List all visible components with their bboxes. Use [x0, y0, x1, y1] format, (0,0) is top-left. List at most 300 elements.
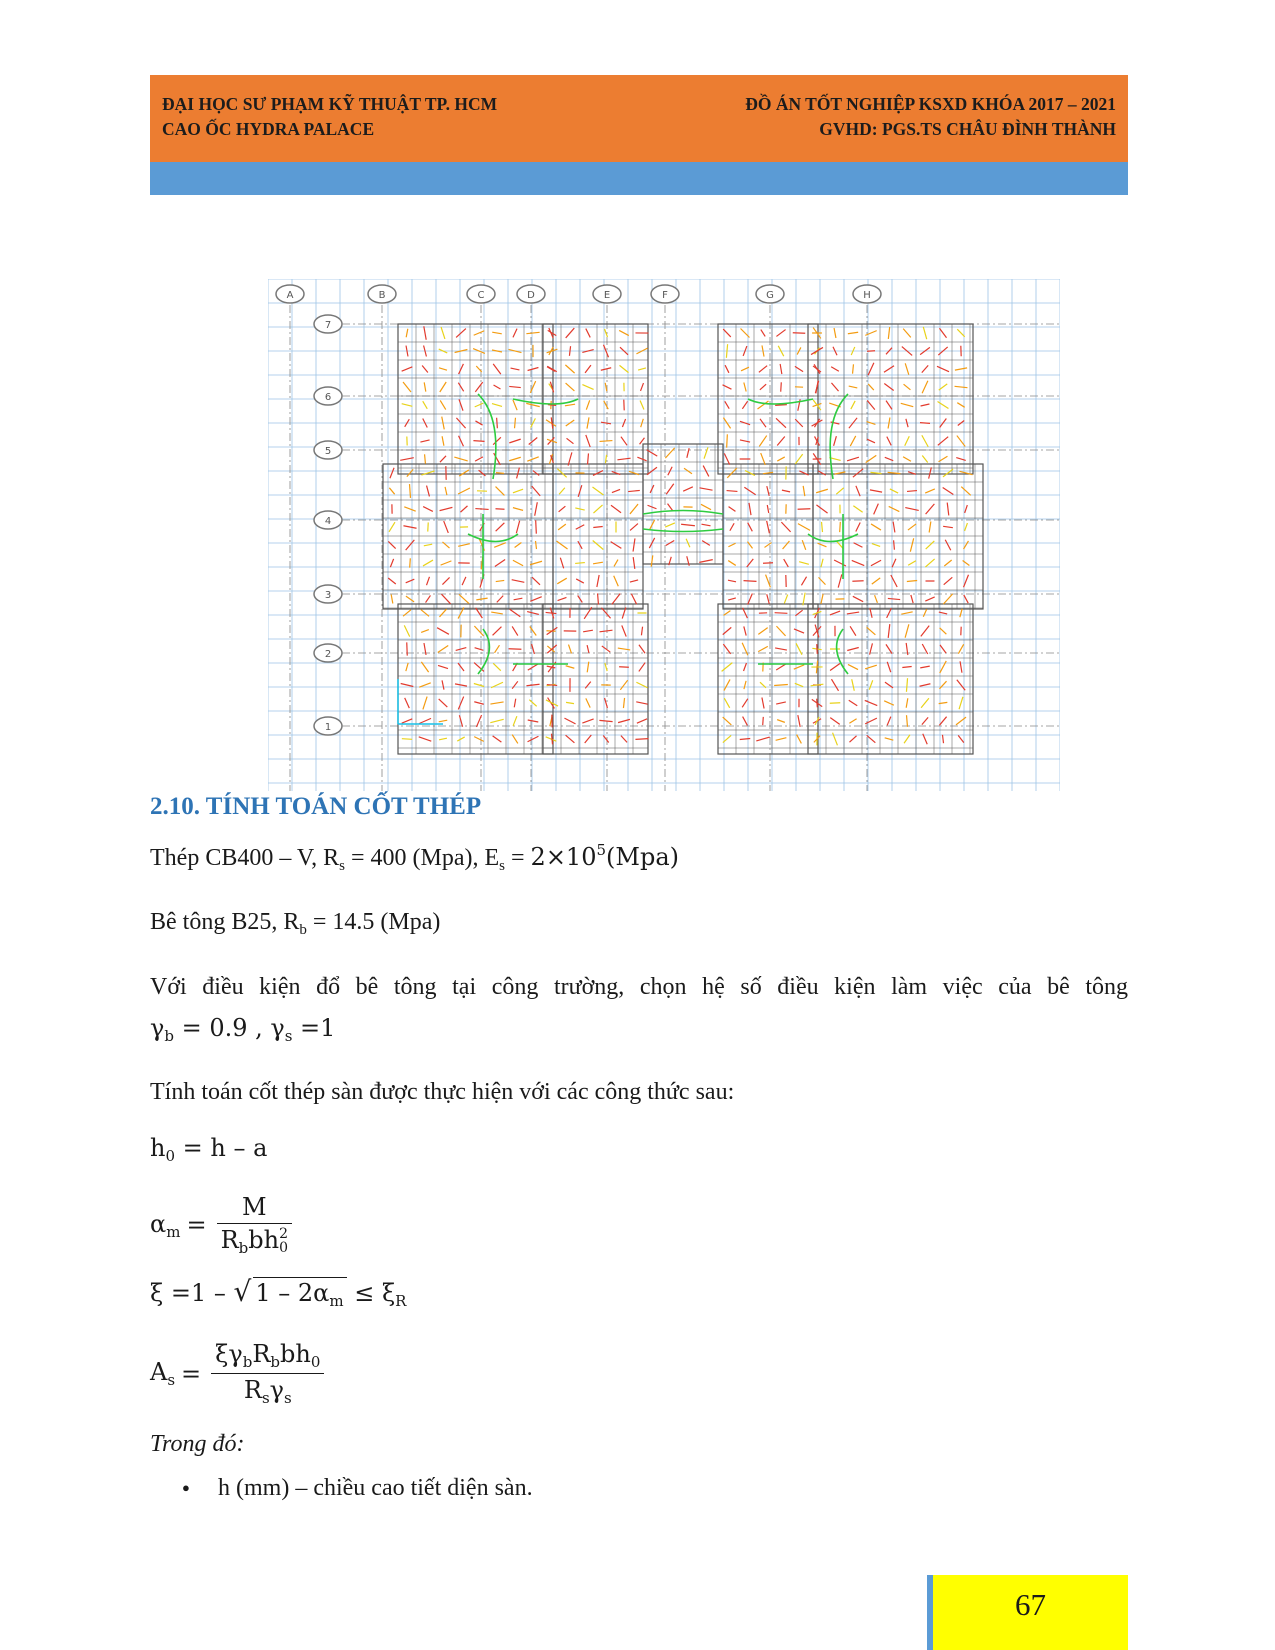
moment-mark: [886, 401, 892, 410]
moment-mark: [782, 490, 790, 492]
page-number-box: [927, 1575, 1128, 1650]
moment-mark: [410, 558, 411, 567]
moment-mark: [439, 699, 448, 707]
moment-mark: [725, 365, 729, 373]
slab-panel: [553, 464, 643, 609]
moment-mark: [630, 580, 638, 582]
moment-mark: [964, 595, 968, 603]
moment-mark: [758, 628, 767, 635]
moment-mark: [444, 521, 449, 533]
moment-mark: [420, 440, 429, 442]
moment-mark: [509, 457, 521, 460]
page-header: [150, 75, 1128, 195]
moment-mark: [729, 507, 736, 512]
moment-mark: [593, 487, 604, 495]
where-label: Trong đó:: [150, 1431, 245, 1457]
moment-mark: [439, 738, 447, 740]
header-right: [745, 92, 1116, 142]
moment-mark: [798, 524, 810, 531]
moment-mark: [514, 699, 515, 708]
moment-mark: [775, 648, 787, 650]
moment-mark: [424, 382, 426, 391]
concrete-line: Bê tông B25, $R_b = 14.5$ (Mpa): [150, 909, 441, 938]
moment-mark: [491, 612, 503, 614]
moment-mark: [440, 507, 453, 510]
moment-mark: [687, 448, 689, 458]
moment-mark: [865, 700, 877, 705]
moment-mark: [784, 595, 787, 604]
moment-mark: [509, 439, 520, 443]
contour-line: [643, 529, 723, 532]
moment-mark: [441, 327, 445, 339]
moment-mark: [512, 626, 518, 635]
moment-mark: [723, 644, 730, 654]
moment-mark: [510, 609, 521, 616]
moment-mark: [401, 683, 414, 686]
contour-line: [468, 534, 518, 542]
moment-mark: [600, 441, 613, 442]
moment-mark: [474, 702, 483, 705]
moment-mark: [528, 664, 538, 670]
moment-mark: [583, 630, 593, 632]
moment-mark: [405, 698, 410, 708]
moment-mark: [475, 382, 482, 392]
moment-mark: [869, 680, 872, 689]
moment-mark: [565, 365, 574, 373]
moment-mark: [856, 522, 860, 531]
moment-mark: [511, 368, 520, 370]
moment-mark: [742, 699, 748, 708]
moment-mark: [455, 684, 467, 686]
moment-mark: [620, 680, 627, 690]
moment-mark: [759, 366, 767, 373]
moment-mark: [851, 401, 855, 409]
moment-mark: [910, 538, 913, 551]
moment-mark: [419, 737, 432, 741]
university-name: ĐẠI HỌC SƯ PHẠM KỸ THUẬT TP. HCM: [162, 94, 498, 114]
section-title: 2.10. TÍNH TOÁN CỐT THÉP: [150, 793, 482, 820]
formula-alpha-m: $\alpha_m$ = M $R_bbh$ 2 0: [150, 1193, 1128, 1257]
axis-label: 7: [324, 320, 332, 331]
moment-mark: [402, 404, 413, 407]
advisor-name: GVHD: PGS.TS CHÂU ĐÌNH THÀNH: [819, 119, 1116, 139]
moment-mark: [908, 561, 916, 566]
moment-mark: [585, 735, 592, 743]
moment-mark: [849, 736, 856, 742]
moment-mark: [493, 364, 501, 374]
moment-mark: [888, 598, 900, 599]
moment-mark: [475, 509, 488, 510]
moment-mark: [888, 624, 890, 638]
moment-mark: [761, 453, 766, 465]
moment-mark: [853, 506, 862, 512]
moment-mark: [457, 737, 464, 741]
moment-mark: [419, 683, 430, 687]
moment-mark: [640, 401, 644, 410]
slab-panel: [718, 604, 818, 754]
moment-mark: [937, 366, 949, 371]
moment-mark: [905, 363, 909, 374]
moment-mark: [407, 642, 408, 655]
moment-mark: [527, 612, 539, 615]
moment-mark: [586, 400, 589, 409]
moment-mark: [944, 560, 951, 566]
moment-mark: [921, 404, 930, 406]
moment-mark: [493, 736, 502, 742]
moment-mark: [558, 597, 567, 600]
moment-mark: [456, 329, 466, 338]
axis-label: 3: [324, 590, 332, 601]
moment-mark: [536, 541, 537, 549]
moment-mark: [474, 737, 484, 742]
slab-panel: [808, 604, 973, 754]
moment-mark: [867, 351, 875, 352]
axis-label: A: [286, 290, 294, 301]
moment-mark: [476, 598, 487, 600]
moment-mark: [528, 720, 539, 722]
moment-mark: [529, 700, 536, 707]
moment-mark: [388, 541, 395, 548]
moment-mark: [566, 666, 575, 668]
moment-mark: [730, 523, 734, 531]
moment-mark: [547, 366, 557, 371]
moment-mark: [929, 467, 932, 478]
moment-mark: [566, 328, 575, 338]
moment-mark: [767, 486, 769, 496]
moment-mark: [849, 700, 857, 706]
moment-mark: [903, 329, 911, 338]
moment-mark: [961, 487, 970, 496]
moment-mark: [780, 364, 782, 374]
moment-mark: [868, 363, 874, 376]
moment-mark: [740, 440, 750, 442]
moment-mark: [742, 401, 747, 409]
moment-mark: [406, 540, 415, 550]
moment-mark: [871, 560, 881, 566]
moment-mark: [441, 561, 452, 565]
moment-mark: [593, 527, 602, 528]
moment-mark: [437, 628, 449, 635]
moment-mark: [600, 630, 613, 632]
axis-label: F: [662, 290, 668, 301]
moment-mark: [727, 468, 736, 478]
moment-mark: [406, 596, 414, 602]
moment-mark: [938, 437, 948, 446]
moment-mark: [776, 702, 786, 704]
moment-mark: [852, 560, 865, 565]
moment-mark: [423, 401, 428, 409]
moment-mark: [630, 524, 638, 531]
moment-mark: [410, 484, 411, 498]
moment-mark: [906, 678, 907, 692]
moment-mark: [894, 540, 895, 549]
moment-mark: [604, 401, 608, 409]
moment-mark: [847, 647, 858, 650]
moment-mark: [631, 594, 636, 605]
slab-panel: [383, 464, 553, 609]
moment-mark: [922, 717, 928, 724]
moment-mark: [943, 526, 953, 527]
moment-mark: [402, 739, 412, 740]
moment-mark: [442, 436, 444, 445]
moment-mark: [923, 327, 926, 339]
alpha-fraction: M $R_bbh$ 2 0: [217, 1193, 292, 1257]
moment-mark: [641, 383, 644, 391]
moment-mark: [724, 698, 729, 708]
moment-mark: [834, 328, 836, 338]
axis-label: 4: [324, 516, 332, 527]
moment-mark: [513, 560, 523, 565]
moment-mark: [871, 524, 881, 530]
moment-mark: [582, 719, 593, 723]
moment-mark: [547, 685, 557, 686]
moment-mark: [459, 594, 469, 603]
moment-mark: [922, 455, 927, 462]
moment-mark: [473, 441, 484, 442]
slab-moment-figure: [268, 279, 1060, 791]
moment-mark: [546, 737, 557, 741]
moment-mark: [699, 488, 712, 490]
moment-mark: [776, 738, 787, 741]
moment-mark: [389, 522, 395, 532]
moment-mark: [423, 507, 433, 512]
moment-mark: [599, 720, 612, 721]
moment-mark: [441, 594, 450, 604]
moment-mark: [775, 613, 788, 614]
moment-mark: [535, 502, 538, 516]
moment-mark: [513, 489, 523, 493]
moment-mark: [947, 503, 949, 516]
moment-mark: [722, 663, 733, 672]
definition-list: [150, 1473, 1128, 1503]
moment-mark: [833, 733, 838, 746]
moment-mark: [744, 487, 755, 495]
moment-mark: [557, 578, 566, 584]
moment-mark: [593, 562, 603, 564]
moment-mark: [585, 365, 591, 373]
moment-mark: [474, 684, 484, 687]
moment-mark: [490, 702, 503, 704]
moment-mark: [423, 697, 427, 710]
moment-mark: [566, 383, 575, 391]
moment-mark: [777, 436, 785, 445]
moment-mark: [568, 645, 571, 654]
moment-mark: [838, 574, 842, 587]
moment-mark: [406, 663, 408, 671]
moment-mark: [492, 332, 502, 334]
moment-mark: [926, 504, 935, 514]
moment-mark: [886, 644, 892, 653]
moment-mark: [474, 626, 483, 636]
moment-mark: [564, 718, 575, 724]
moment-mark: [526, 684, 539, 686]
moment-mark: [943, 488, 954, 495]
moment-mark: [701, 504, 711, 509]
axis-label: 2: [324, 649, 332, 660]
moment-mark: [597, 575, 599, 587]
moment-mark: [612, 489, 620, 492]
moment-mark: [566, 735, 575, 743]
moment-mark: [892, 559, 896, 568]
moment-mark: [794, 629, 804, 633]
moment-mark: [797, 735, 802, 744]
moment-mark: [830, 663, 840, 670]
moment-mark: [904, 384, 911, 390]
axis-label: H: [863, 290, 871, 301]
header-blue-band: [150, 162, 1128, 195]
moment-mark: [798, 715, 800, 727]
moment-mark: [920, 423, 930, 424]
moment-mark: [940, 645, 946, 653]
moment-mark: [760, 384, 766, 390]
moment-mark: [497, 418, 498, 428]
moment-mark: [639, 663, 645, 672]
moment-mark: [939, 681, 946, 689]
moment-mark: [588, 453, 589, 464]
moment-mark: [556, 541, 567, 549]
moment-mark: [853, 469, 863, 477]
moment-mark: [439, 368, 447, 370]
moment-mark: [681, 524, 695, 526]
moment-mark: [905, 508, 918, 511]
moment-mark: [496, 523, 505, 531]
moment-mark: [783, 541, 790, 549]
moment-mark: [475, 457, 483, 461]
moment-mark: [614, 560, 618, 567]
moment-mark: [440, 400, 446, 409]
moment-mark: [902, 666, 911, 667]
moment-mark: [874, 504, 879, 515]
moment-mark: [781, 522, 790, 532]
moment-mark: [865, 665, 877, 669]
moment-mark: [822, 522, 823, 532]
moment-mark: [598, 593, 599, 604]
moment-mark: [758, 646, 768, 651]
moment-mark: [424, 544, 432, 546]
moment-mark: [490, 719, 503, 722]
moment-mark: [391, 595, 393, 604]
formula-h0: $h_0 = h - a$: [150, 1134, 268, 1165]
moment-mark: [907, 715, 908, 727]
moment-mark: [728, 580, 736, 582]
moment-mark: [704, 447, 708, 458]
moment-mark: [749, 503, 751, 515]
moment-mark: [388, 578, 396, 584]
moment-mark: [586, 435, 590, 447]
moment-mark: [774, 684, 788, 685]
moment-mark: [887, 437, 891, 446]
moment-mark: [402, 367, 413, 371]
moment-mark: [847, 612, 859, 614]
moment-mark: [638, 368, 646, 370]
moment-mark: [683, 487, 693, 491]
moment-mark: [390, 468, 394, 478]
moment-mark: [569, 346, 570, 356]
moment-mark: [901, 612, 912, 614]
moment-mark: [419, 718, 431, 723]
moment-mark: [438, 665, 448, 668]
moment-mark: [620, 365, 629, 372]
moment-mark: [422, 366, 428, 373]
moment-mark: [905, 436, 910, 446]
moment-mark: [614, 576, 619, 587]
moment-mark: [830, 611, 840, 615]
moment-mark: [459, 364, 464, 374]
moment-mark: [888, 327, 889, 339]
moment-mark: [513, 508, 523, 511]
moment-mark: [776, 626, 785, 636]
moment-mark: [586, 329, 590, 338]
moment-mark: [920, 666, 930, 668]
page-number: 67: [1015, 1587, 1046, 1622]
moment-mark: [836, 488, 843, 494]
moment-mark: [938, 401, 949, 408]
axis-label: 6: [324, 392, 332, 403]
moment-mark: [849, 719, 856, 723]
moment-mark: [911, 595, 913, 603]
moment-mark: [925, 559, 934, 567]
moment-mark: [566, 702, 574, 703]
moment-mark: [513, 716, 517, 726]
moment-mark: [939, 717, 946, 726]
formula-as: $A_s$ = $\frac{\xi\gamma_bR_bbh_0}{R_s\gamma_s}$: [150, 1340, 1128, 1407]
moment-mark: [850, 626, 856, 635]
moment-mark: [442, 680, 444, 689]
contour-line: [837, 629, 848, 674]
main-content: [150, 793, 1128, 1503]
moment-mark: [901, 403, 914, 406]
moment-mark: [621, 736, 627, 743]
moment-mark: [777, 720, 785, 723]
moment-mark: [462, 577, 466, 585]
moment-mark: [884, 366, 894, 373]
contour-line: [643, 511, 723, 515]
moment-mark: [887, 608, 892, 618]
moment-mark: [421, 630, 429, 633]
moment-mark: [439, 609, 446, 617]
moment-mark: [922, 644, 927, 654]
moment-mark: [602, 646, 610, 652]
moment-mark: [637, 719, 647, 723]
moment-mark: [496, 473, 504, 474]
moment-mark: [872, 578, 880, 584]
moment-mark: [509, 386, 521, 387]
moment-mark: [724, 679, 730, 690]
moment-mark: [925, 597, 934, 601]
moment-mark: [558, 524, 566, 530]
moment-mark: [922, 365, 928, 372]
moment-mark: [461, 506, 468, 512]
gamma-values: $\gamma_b = 0.9$ , $\gamma_s =1$: [150, 1014, 336, 1045]
moment-mark: [640, 438, 645, 444]
moment-mark: [776, 664, 786, 670]
moment-mark: [528, 736, 539, 741]
moment-mark: [799, 562, 809, 565]
formula-intro: Tính toán cốt thép sàn được thực hiện với các công thức sau:: [150, 1079, 735, 1105]
moment-mark: [903, 457, 911, 462]
moment-mark: [944, 577, 953, 584]
moment-mark: [442, 577, 449, 584]
axis-label: 1: [324, 722, 332, 733]
moment-mark: [529, 438, 538, 445]
moment-mark: [547, 645, 557, 653]
moment-mark: [904, 735, 910, 743]
moment-mark: [526, 332, 539, 333]
header-orange-band: [150, 75, 1128, 162]
moment-mark: [516, 521, 519, 533]
moment-mark: [852, 679, 855, 691]
moment-mark: [406, 329, 408, 338]
